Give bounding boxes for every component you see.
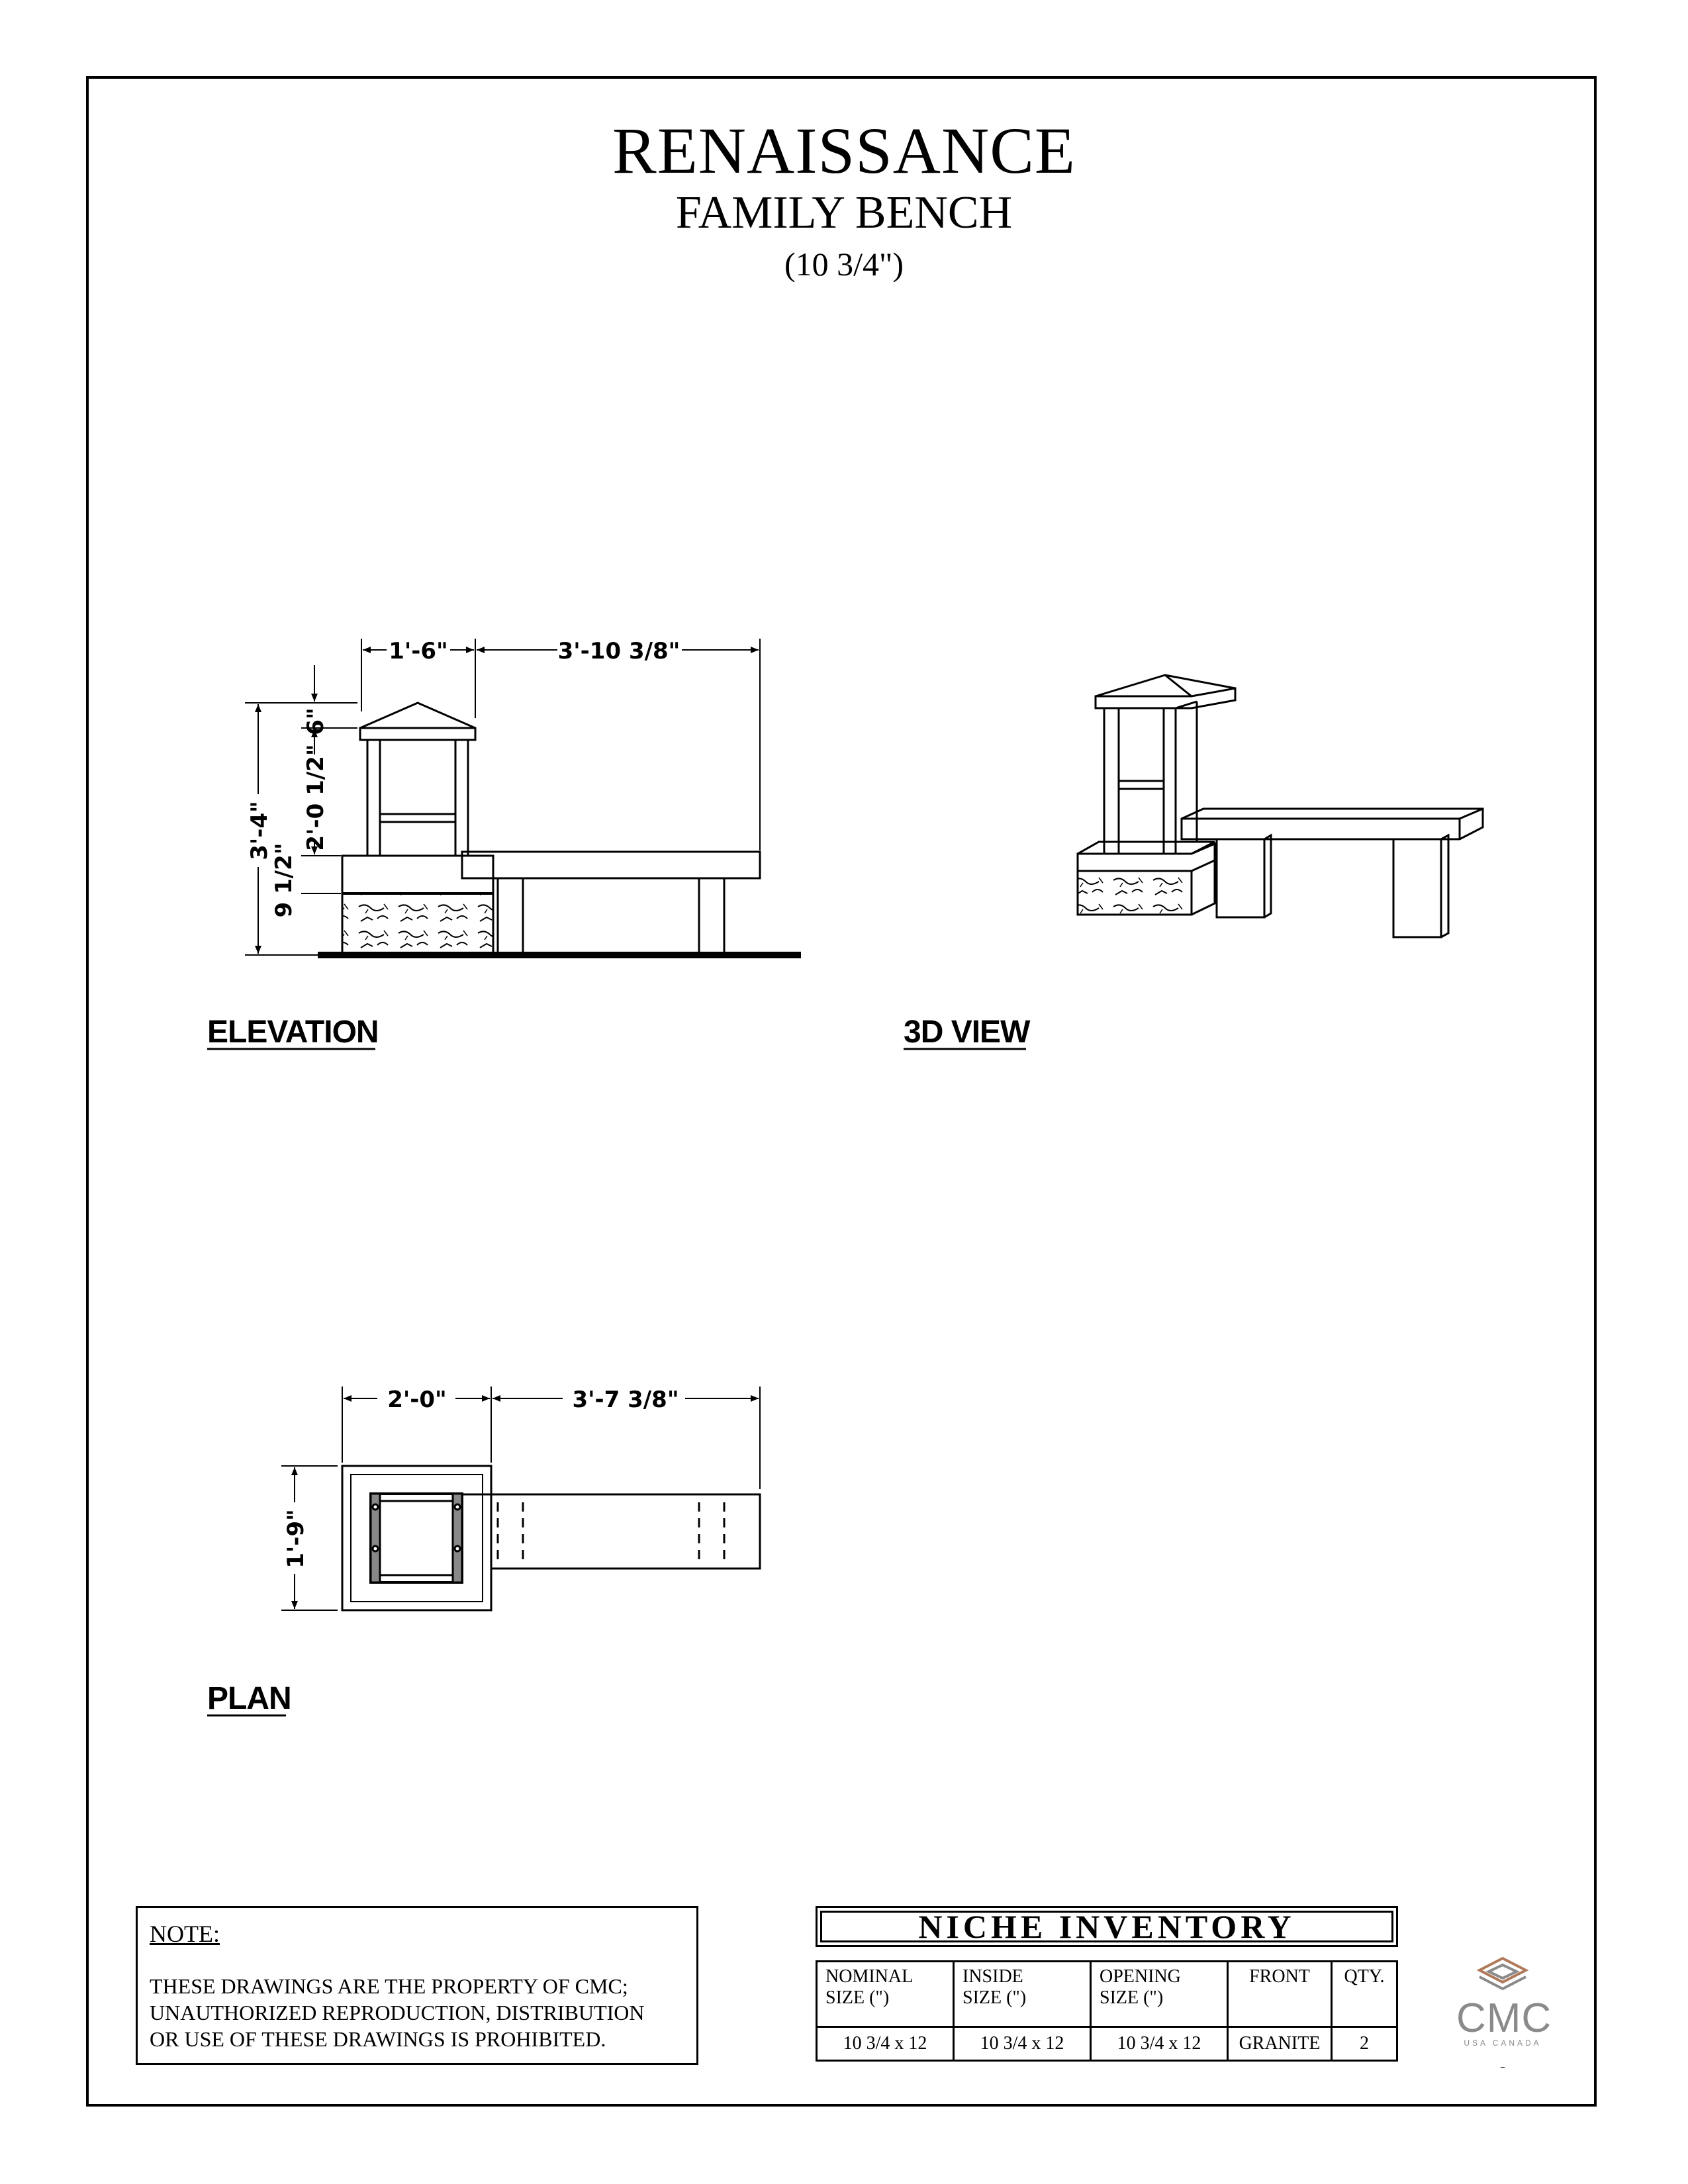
cmc-logo-icon: [1473, 1956, 1532, 1995]
dim-base-height: 9 1/2": [271, 842, 297, 918]
note-text: [150, 1973, 684, 2052]
inventory-header-row: [817, 1962, 1397, 2027]
title-size: (10 3/4"): [784, 246, 904, 283]
dim-overall-height: 3'-4": [246, 801, 273, 860]
logo-text: CMC: [1456, 1995, 1552, 2041]
dim-bench-length: 3'-10 3/8": [557, 638, 680, 664]
elevation-label: ELEVATION: [207, 1015, 379, 1050]
dim-column-width: 1'-6": [389, 638, 448, 664]
note-line: THESE DRAWINGS ARE THE PROPERTY OF CMC;: [150, 1974, 628, 1998]
plan-view: [281, 1387, 760, 1610]
view-3d-label: 3D VIEW: [904, 1015, 1030, 1050]
note-box: [136, 1906, 698, 2065]
inventory-header-cell: QTY.: [1332, 1962, 1397, 2027]
inventory-cell: 2: [1332, 2027, 1397, 2061]
plan-label: PLAN: [207, 1681, 291, 1716]
inventory-header-cell: FRONT: [1228, 1962, 1332, 2027]
logo-dash: -: [1500, 2058, 1505, 2075]
inventory-title: NICHE INVENTORY: [816, 1906, 1398, 1947]
title-sub: FAMILY BENCH: [675, 187, 1013, 238]
cmc-logo: [1456, 1956, 1552, 2075]
inventory-row: [817, 2027, 1397, 2061]
dim-plan-bench-length: 3'-7 3/8": [572, 1387, 679, 1413]
dim-plan-base-width: 2'-0": [387, 1387, 447, 1413]
note-line: UNAUTHORIZED REPRODUCTION, DISTRIBUTION: [150, 2001, 645, 2025]
inventory-cell: 10 3/4 x 12: [954, 2027, 1091, 2061]
note-line: OR USE OF THESE DRAWINGS IS PROHIBITED.: [150, 2027, 606, 2051]
inventory-cell: 10 3/4 x 12: [817, 2027, 954, 2061]
inventory-cell: GRANITE: [1228, 2027, 1332, 2061]
title-main: RENAISSANCE: [612, 114, 1076, 187]
inventory-header-cell: INSIDE SIZE ("): [954, 1962, 1091, 2027]
dim-cap-height: 6": [303, 707, 329, 735]
inventory-cell: 10 3/4 x 12: [1091, 2027, 1228, 2061]
dim-shaft-height: 2'-0 1/2": [303, 744, 329, 851]
inventory-header-cell: OPENING SIZE ("): [1091, 1962, 1228, 2027]
view-3d: [1078, 675, 1483, 937]
note-title: NOTE:: [150, 1921, 220, 1947]
logo-subtext: USA CANADA: [1464, 2038, 1542, 2048]
inventory-header-cell: NOMINAL SIZE ("): [817, 1962, 954, 2027]
inventory-table: [816, 1960, 1398, 2062]
dim-plan-depth: 1'-9": [283, 1509, 309, 1569]
